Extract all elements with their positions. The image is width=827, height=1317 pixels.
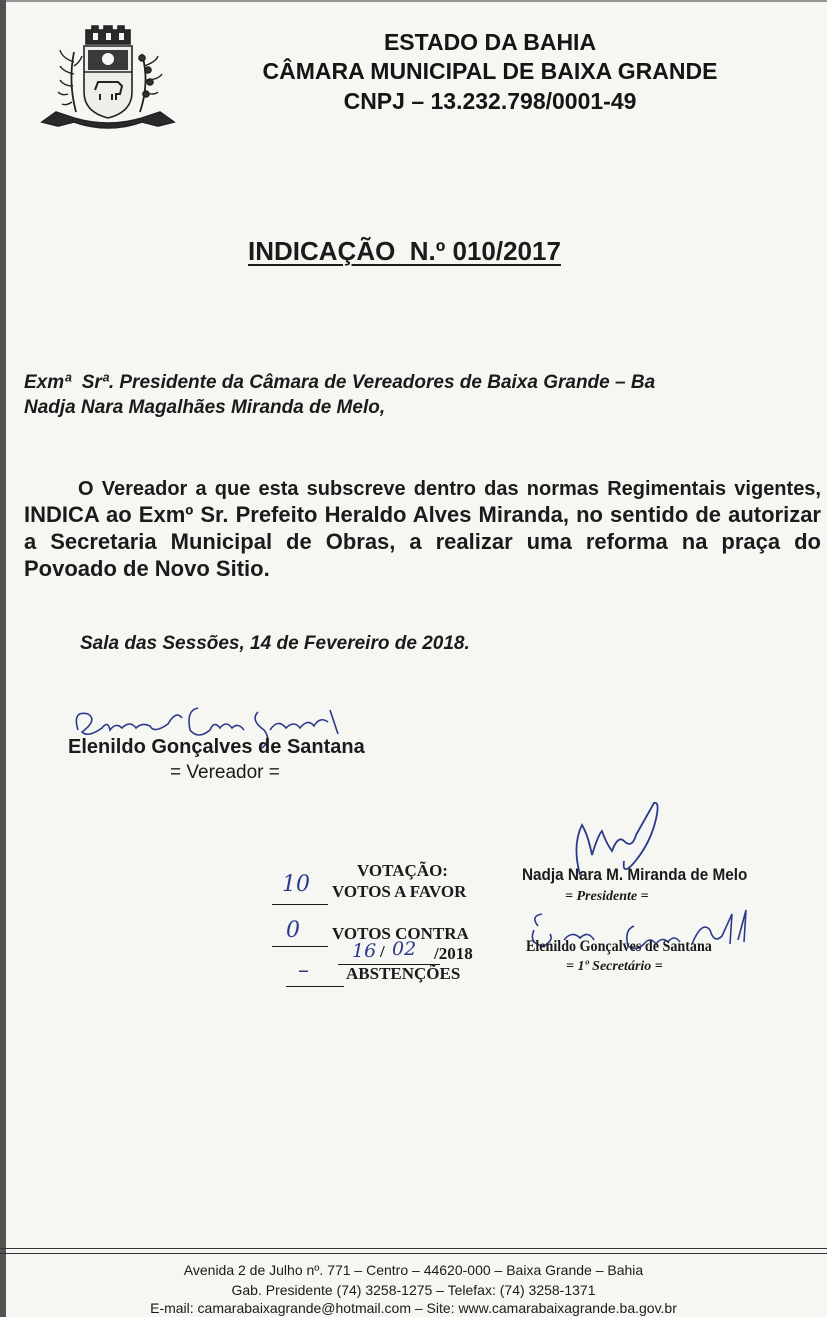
coat-of-arms-icon bbox=[38, 22, 178, 134]
secretary-role: = 1º Secretário = bbox=[566, 959, 663, 974]
page-edge-top bbox=[0, 0, 827, 2]
abstencoes-label: ABSTENÇÕES bbox=[346, 964, 461, 983]
favor-underline bbox=[272, 904, 328, 905]
body-part-1: O Vereador a que esta subscreve dentro das normas Regimentais vigentes, bbox=[78, 478, 821, 500]
vote-date-day: 16 bbox=[352, 940, 377, 962]
favor-label: VOTOS A FAVOR bbox=[332, 882, 467, 901]
author-name: Elenildo Gonçalves de Santana bbox=[68, 736, 365, 758]
body-part-3: no sentido de autorizar a Secretaria Municipal de Obras, a realizar uma reforma na praça do Povoado de Novo Sitio. bbox=[24, 502, 821, 581]
body-part-2: INDICA ao Exmº Sr. Prefeito Heraldo Alves Miranda, bbox=[24, 502, 569, 527]
contra-count-value: 0 bbox=[286, 918, 300, 943]
author-role: = Vereador = bbox=[170, 762, 280, 783]
place-date: Sala das Sessões, 14 de Fevereiro de 2018. bbox=[80, 633, 470, 654]
footer-rule bbox=[0, 1248, 827, 1254]
contra-label: VOTOS CONTRA bbox=[332, 924, 469, 943]
body-paragraph bbox=[24, 476, 821, 583]
vote-date-slash: / bbox=[380, 942, 385, 961]
abstencoes-underline bbox=[286, 986, 344, 987]
favor-count-value: 10 bbox=[282, 872, 310, 897]
footer-contact: E-mail: camarabaixagrande@hotmail.com – Site: www.camarabaixagrande.ba.gov.br bbox=[150, 1300, 677, 1316]
president-role: = Presidente = bbox=[565, 889, 649, 904]
addressee-line-1: Exmª Srª. Presidente da Câmara de Vereadores de Baixa Grande – Ba bbox=[24, 372, 656, 393]
vote-date-month: 02 bbox=[392, 938, 417, 960]
header-state: ESTADO DA BAHIA bbox=[383, 29, 597, 55]
addressee-line-2: Nadja Nara Magalhães Miranda de Melo, bbox=[24, 397, 386, 418]
footer-phones: Gab. Presidente (74) 3258-1275 – Telefax: (74) 3258-1371 bbox=[231, 1282, 596, 1298]
abstencoes-count-value: – bbox=[298, 958, 309, 983]
footer-address: Avenida 2 de Julho nº. 771 – Centro – 44620-000 – Baixa Grande – Bahia bbox=[183, 1262, 644, 1278]
contra-underline bbox=[272, 946, 328, 947]
header-chamber: CÂMARA MUNICIPAL DE BAIXA GRANDE bbox=[262, 58, 718, 84]
president-name: Nadja Nara M. Miranda de Melo bbox=[522, 865, 748, 884]
page-edge-left bbox=[0, 0, 6, 1317]
header-cnpj: CNPJ – 13.232.798/0001-49 bbox=[343, 88, 637, 114]
voting-title: VOTAÇÃO: bbox=[357, 861, 448, 880]
document-title: INDICAÇÃO N.º 010/2017 bbox=[248, 236, 561, 266]
secretary-name: Elenildo Gonçalves de Santana bbox=[526, 938, 712, 955]
vote-date-year: /2018 bbox=[434, 944, 473, 963]
